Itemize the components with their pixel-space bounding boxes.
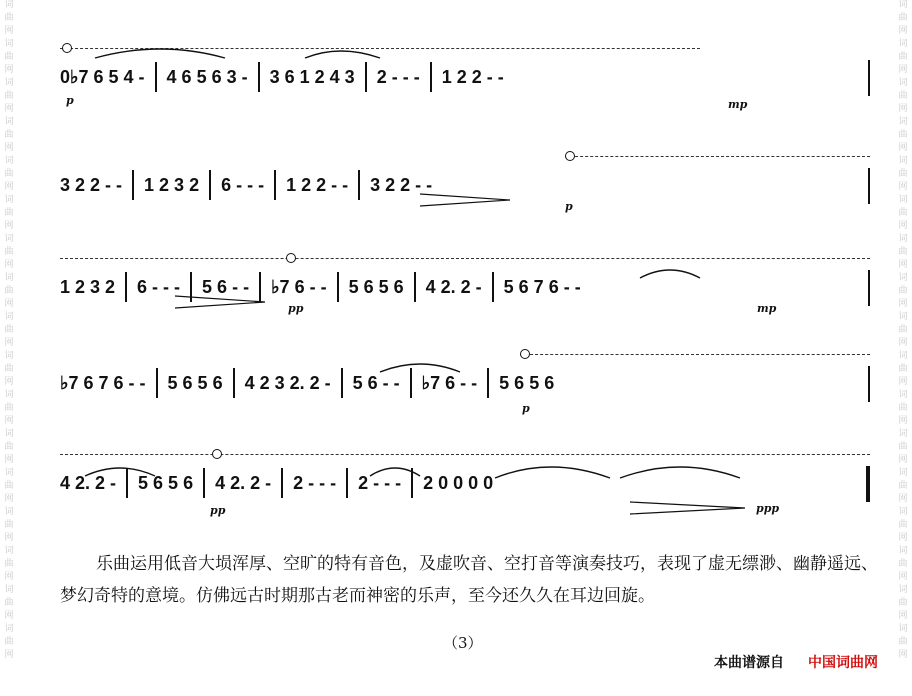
watermark-char: 网 <box>898 104 908 114</box>
watermark-char: 曲 <box>4 442 14 452</box>
watermark-char: 曲 <box>898 286 908 296</box>
measure: 1 2 2 - - <box>286 174 349 195</box>
measure: 1 2 3 2 <box>144 174 200 195</box>
watermark-char: 网 <box>898 143 908 153</box>
watermark-char: 网 <box>898 260 908 270</box>
watermark-char: 网 <box>898 299 908 309</box>
dynamic-mark: pp <box>210 504 226 517</box>
measure: ♭7 6 - - <box>271 276 327 297</box>
watermark-char: 网 <box>898 26 908 36</box>
watermark-char: 网 <box>4 572 14 582</box>
measure: 6 - - - <box>221 174 265 195</box>
watermark-char: 网 <box>898 494 908 504</box>
watermark-char: 曲 <box>4 130 14 140</box>
watermark-char: 词 <box>898 546 908 556</box>
measure: 2 - - - <box>358 472 402 493</box>
watermark-char: 网 <box>4 104 14 114</box>
measure: 3 2 2 - - <box>60 174 123 195</box>
watermark-char: 词 <box>4 507 14 517</box>
watermark-char: 曲 <box>4 325 14 335</box>
watermark-char: 网 <box>4 182 14 192</box>
source-credit <box>714 652 878 672</box>
watermark-char: 曲 <box>898 91 908 101</box>
watermark-char: 词 <box>4 273 14 283</box>
dynamic-mark: p <box>522 402 530 415</box>
watermark-char: 网 <box>898 377 908 387</box>
watermark-char: 曲 <box>898 52 908 62</box>
dynamic-mark: mp <box>728 98 748 111</box>
watermark-char: 曲 <box>898 13 908 23</box>
breath-line <box>60 454 870 455</box>
watermark-char: 曲 <box>4 208 14 218</box>
watermark-char: 网 <box>4 65 14 75</box>
score-row-5 <box>60 446 870 536</box>
watermark-char: 网 <box>898 455 908 465</box>
watermark-char: 词 <box>898 624 908 634</box>
watermark-char: 词 <box>898 390 908 400</box>
measure: 2 - - - <box>293 472 337 493</box>
watermark-char: 词 <box>4 429 14 439</box>
watermark-char: 词 <box>898 585 908 595</box>
watermark-char: 网 <box>4 377 14 387</box>
watermark-char: 曲 <box>898 247 908 257</box>
open-hole-mark <box>520 349 530 359</box>
source-brand-link[interactable]: 中国词曲网 <box>808 655 878 671</box>
watermark-char: 曲 <box>4 91 14 101</box>
measure: 5 6 5 6 <box>167 372 223 393</box>
open-hole-mark <box>286 253 296 263</box>
watermark-char: 曲 <box>4 52 14 62</box>
watermark-char: 词 <box>4 546 14 556</box>
watermark-char: 网 <box>898 221 908 231</box>
notes-row-3 <box>60 272 581 302</box>
watermark-char: 词 <box>4 234 14 244</box>
watermark-char: 词 <box>4 624 14 634</box>
watermark-char: 网 <box>4 26 14 36</box>
score-row-2 <box>60 148 870 238</box>
measure: 3 2 2 - - <box>370 174 433 195</box>
watermark-char: 曲 <box>4 520 14 530</box>
watermark-char: 词 <box>4 468 14 478</box>
watermark-char: 曲 <box>898 130 908 140</box>
dynamic-mark: p <box>565 200 573 213</box>
open-hole-mark <box>62 43 72 53</box>
notes-row-5 <box>60 468 493 498</box>
watermark-char: 词 <box>4 0 14 10</box>
measure: 4 2. 2 - <box>215 472 272 493</box>
watermark-char: 网 <box>4 533 14 543</box>
watermark-char: 网 <box>898 65 908 75</box>
watermark-char: 词 <box>898 78 908 88</box>
measure: 5 6 7 6 - - <box>503 276 581 297</box>
watermark-char: 词 <box>4 39 14 49</box>
watermark-char: 网 <box>898 338 908 348</box>
breath-line <box>60 258 870 259</box>
watermark-char: 网 <box>898 182 908 192</box>
measure: 4 2. 2 - <box>425 276 482 297</box>
score-row-4 <box>60 346 870 436</box>
watermark-char: 词 <box>898 195 908 205</box>
measure: 3 6 1 2 4 3 <box>269 66 355 87</box>
notes-row-2 <box>60 170 432 200</box>
measure: 5 6 5 6 <box>499 372 555 393</box>
measure: 4 6 5 6 3 - <box>166 66 248 87</box>
watermark-char: 词 <box>4 312 14 322</box>
watermark-char: 网 <box>898 611 908 621</box>
measure: ♭7 6 - - <box>421 372 478 393</box>
watermark-char: 词 <box>4 390 14 400</box>
measure: 1 2 2 - - <box>441 66 504 87</box>
open-hole-mark <box>565 151 575 161</box>
watermark-char: 曲 <box>898 325 908 335</box>
breath-line <box>520 354 870 355</box>
watermark-char: 词 <box>898 234 908 244</box>
dynamic-mark: p <box>66 94 74 107</box>
watermark-char: 词 <box>4 195 14 205</box>
watermark-char: 曲 <box>898 364 908 374</box>
score-row-3 <box>60 250 870 340</box>
watermark-char: 词 <box>4 351 14 361</box>
watermark-char: 词 <box>898 117 908 127</box>
watermark-char: 曲 <box>4 403 14 413</box>
watermark-char: 网 <box>4 650 14 660</box>
measure: 0♭7 6 5 4 - <box>60 66 145 87</box>
measure: 5 6 5 6 <box>348 276 404 297</box>
measure: 5 6 - - <box>202 276 250 297</box>
watermark-char: 网 <box>898 533 908 543</box>
watermark-char: 网 <box>4 299 14 309</box>
watermark-char: 曲 <box>898 403 908 413</box>
watermark-char: 曲 <box>4 169 14 179</box>
watermark-char: 曲 <box>4 481 14 491</box>
watermark-char: 词 <box>898 468 908 478</box>
watermark-char: 词 <box>898 351 908 361</box>
description-paragraph: 乐曲运用低音大埙浑厚、空旷的特有音色，及虚吹音、空打音等演奏技巧，表现了虚无缥渺、幽静遥远、梦幻奇特的意境。仿佛远古时期那古老而神密的乐声，至今还久久在耳边回旋。 <box>60 554 878 606</box>
watermark-char: 曲 <box>4 598 14 608</box>
watermark-char: 网 <box>4 221 14 231</box>
watermark-char: 网 <box>4 338 14 348</box>
watermark-char: 网 <box>4 260 14 270</box>
watermark-char: 词 <box>898 273 908 283</box>
measure: ♭7 6 7 6 - - <box>60 372 146 393</box>
notes-row-1 <box>60 62 504 92</box>
watermark-char: 网 <box>4 143 14 153</box>
watermark-char: 词 <box>4 78 14 88</box>
watermark-char: 词 <box>4 585 14 595</box>
watermark-char: 词 <box>898 0 908 10</box>
dynamic-mark: mp <box>757 302 777 315</box>
watermark-char: 词 <box>4 117 14 127</box>
measure: 4 2. 2 - <box>60 472 117 493</box>
measure: 2 0 0 0 0 <box>423 472 494 493</box>
measure: 5 6 5 6 <box>138 472 194 493</box>
dynamic-mark: ppp <box>756 502 780 515</box>
score-row-1 <box>60 40 870 130</box>
breath-line <box>60 48 700 49</box>
watermark-char: 曲 <box>898 637 908 647</box>
dynamic-mark: pp <box>288 302 304 315</box>
source-label: 本曲谱源自 <box>714 655 784 671</box>
watermark-char: 曲 <box>898 598 908 608</box>
watermark-char: 曲 <box>4 364 14 374</box>
watermark-char: 曲 <box>898 559 908 569</box>
measure: 6 - - - <box>137 276 181 297</box>
page-number: （3） <box>443 634 483 652</box>
watermark-char: 词 <box>4 156 14 166</box>
watermark-char: 词 <box>898 39 908 49</box>
watermark-char: 曲 <box>898 208 908 218</box>
watermark-char: 网 <box>4 416 14 426</box>
notes-row-4 <box>60 368 554 398</box>
final-barline <box>866 466 870 502</box>
watermark-char: 词 <box>898 429 908 439</box>
measure: 5 6 - - <box>352 372 400 393</box>
watermark-char: 曲 <box>898 481 908 491</box>
watermark-char: 网 <box>4 611 14 621</box>
watermark-char: 词 <box>898 507 908 517</box>
open-hole-mark <box>212 449 222 459</box>
watermark-char: 网 <box>898 572 908 582</box>
watermark-char: 网 <box>4 494 14 504</box>
watermark-char: 曲 <box>4 13 14 23</box>
watermark-char: 曲 <box>4 286 14 296</box>
watermark-char: 曲 <box>4 247 14 257</box>
measure: 4 2 3 2. 2 - <box>244 372 331 393</box>
watermark-char: 曲 <box>4 559 14 569</box>
watermark-char: 曲 <box>898 520 908 530</box>
breath-line <box>565 156 870 157</box>
measure: 2 - - - <box>376 66 420 87</box>
watermark-char: 网 <box>898 416 908 426</box>
watermark-char: 曲 <box>4 637 14 647</box>
watermark-char: 网 <box>4 455 14 465</box>
watermark-char: 词 <box>898 156 908 166</box>
watermark-char: 网 <box>898 650 908 660</box>
watermark-char: 曲 <box>898 169 908 179</box>
watermark-char: 词 <box>898 312 908 322</box>
watermark-char: 曲 <box>898 442 908 452</box>
measure: 1 2 3 2 <box>60 276 116 297</box>
